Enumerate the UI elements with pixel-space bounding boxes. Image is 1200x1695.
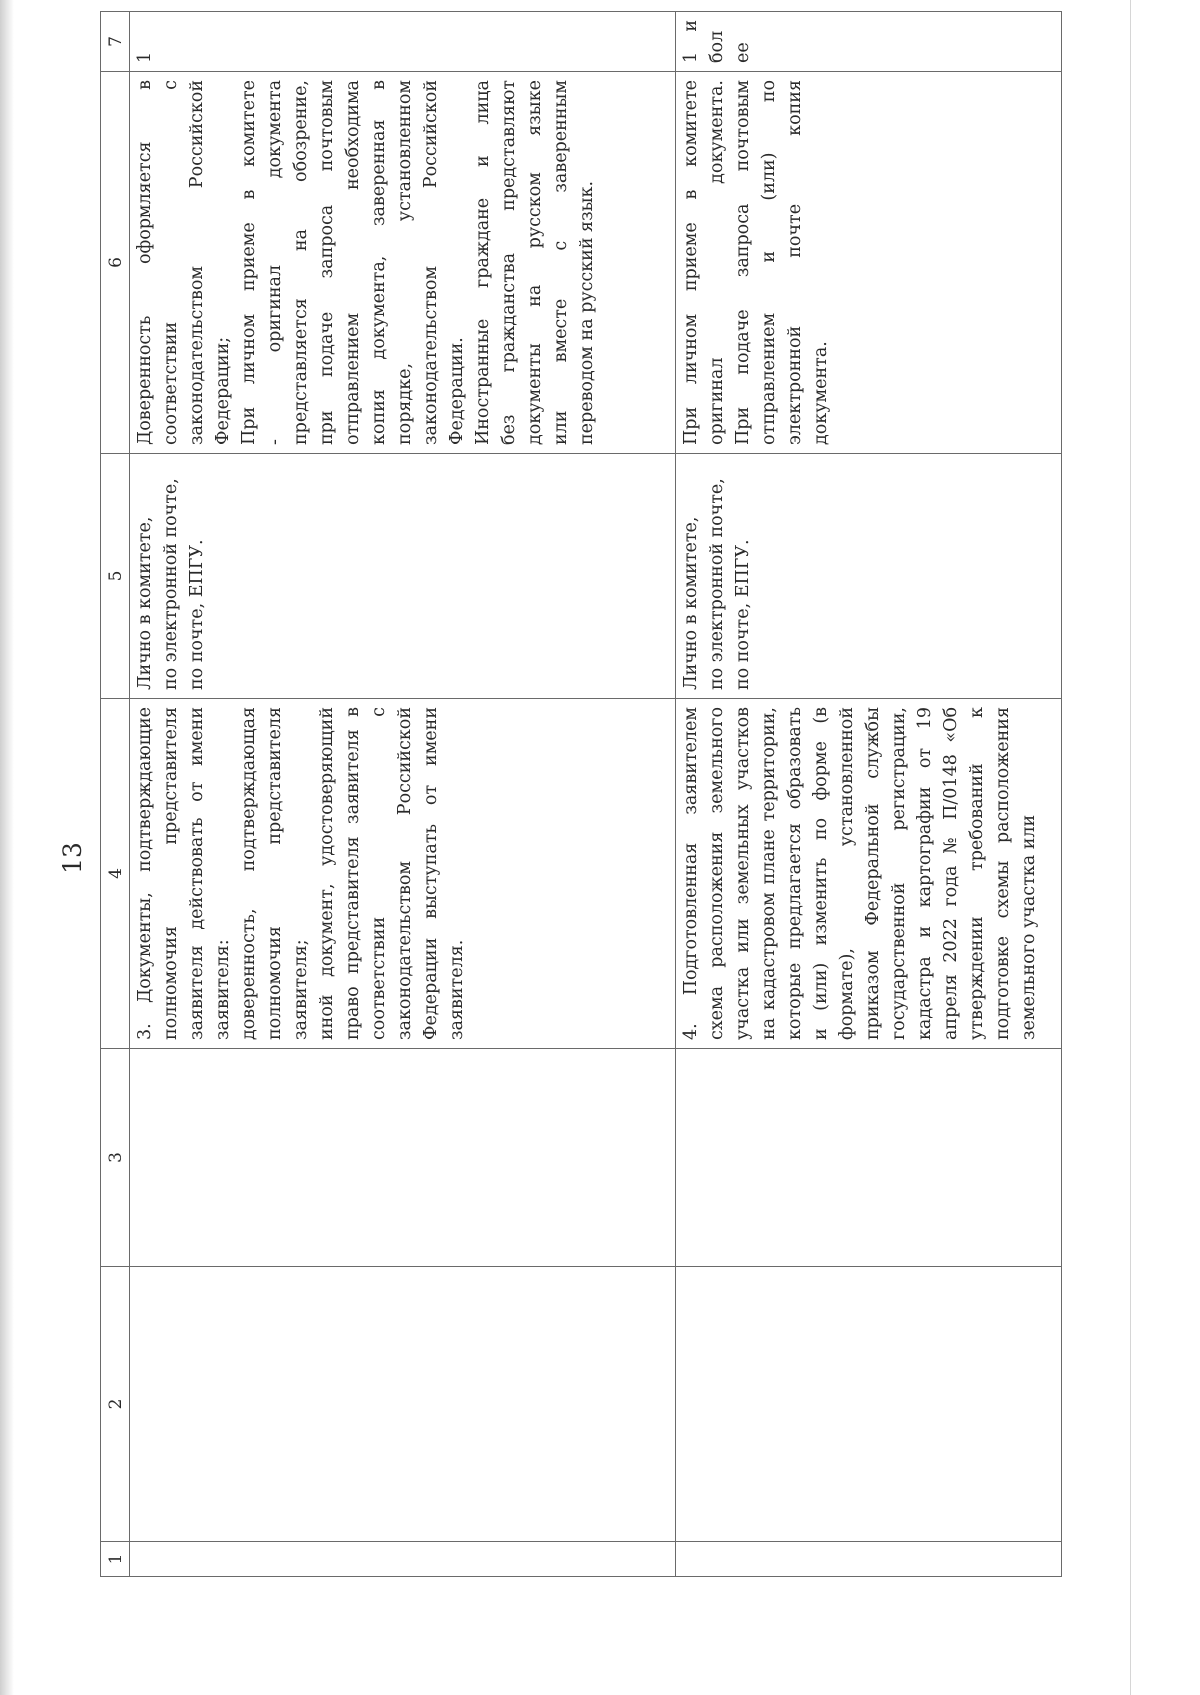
text-line: законодательством Российской (395, 707, 415, 1040)
table-row (676, 12, 1062, 1577)
table-cell (676, 72, 1062, 454)
text-line: При подаче запроса почтовым (733, 80, 753, 445)
page-number: 13 (58, 842, 87, 874)
text-line: заявителя действовать от имени (187, 707, 207, 1040)
column-header: 6 (101, 72, 130, 454)
table-cell (130, 1049, 676, 1267)
table-cell (676, 12, 1062, 72)
text-line: заявителя: (213, 939, 233, 1040)
text-line: приказом Федеральной службы (863, 707, 883, 1040)
table-cell (676, 1049, 1062, 1267)
text-line: Федерации. (447, 337, 467, 445)
text-line: по почте, ЕПГУ. (733, 539, 753, 690)
document-table (100, 11, 1062, 1577)
text-line: подготовке схемы расположения (993, 707, 1013, 1040)
text-line: оригинал документа. (707, 80, 727, 445)
text-line: документа. (811, 341, 831, 445)
table-row (130, 12, 676, 1577)
text-line: отправлением и (или) по (759, 80, 779, 445)
table-cell (676, 1267, 1062, 1542)
text-line: документы на русском языке (525, 80, 545, 445)
table-cell (130, 1267, 676, 1542)
text-line: по электронной почте, (161, 478, 181, 690)
text-line: без гражданства представляют (499, 80, 519, 445)
text-line: 3. Документы, подтверждающие (135, 707, 155, 1040)
table-cell (130, 454, 676, 699)
text-line: При личном приеме в комитете (239, 80, 259, 445)
text-line: - оригинал документа (265, 80, 285, 445)
text-line: отправлением необходима (343, 80, 363, 445)
text-line: Доверенность оформляется в (135, 80, 155, 445)
text-line: 4. Подготовленная заявителем (681, 707, 701, 1040)
text-line: формате), установленной (837, 707, 857, 1040)
text-line: участка или земельных участков (733, 707, 753, 1040)
column-header: 4 (101, 699, 130, 1049)
table-cell (676, 699, 1062, 1049)
text-line: соответствии с (161, 80, 181, 445)
text-line: бол (707, 30, 727, 63)
table-cell (130, 12, 676, 72)
text-line: переводом на русский язык. (577, 180, 597, 445)
text-line: 1 (135, 51, 155, 63)
text-line: схема расположения земельного (707, 707, 727, 1040)
text-line: кадастра и картографии от 19 (915, 707, 935, 1040)
column-header: 3 (101, 1049, 130, 1267)
text-line: При личном приеме в комитете (681, 80, 701, 445)
text-line: и (или) изменить по форме (в (811, 707, 831, 1040)
table-cell (130, 699, 676, 1049)
text-line: государственной регистрации, (889, 707, 909, 1040)
table-cell (130, 72, 676, 454)
text-line: апреля 2022 года № П/0148 «Об (941, 707, 961, 1040)
table-cell (676, 1542, 1062, 1577)
text-line: Федерации; (213, 336, 233, 445)
column-header: 7 (101, 12, 130, 72)
text-line: земельного участка или (1019, 814, 1039, 1040)
text-line: полномочия представителя (161, 707, 181, 1040)
text-line: Лично в комитете, (681, 516, 701, 690)
text-line: заявителя; (291, 939, 311, 1040)
column-header: 2 (101, 1267, 130, 1542)
text-line: электронной почте копия (785, 80, 805, 445)
text-line: по электронной почте, (707, 478, 727, 690)
text-line: утверждении требований к (967, 707, 987, 1040)
text-line: право представителя заявителя в (343, 707, 363, 1040)
table-cell (130, 1542, 676, 1577)
text-line: законодательством Российской (421, 80, 441, 445)
text-line: представляется на обозрение, (291, 80, 311, 445)
text-line: иной документ, удостоверяющий (317, 707, 337, 1040)
text-line: доверенность, подтверждающая (239, 707, 259, 1040)
text-line: законодательством Российской (187, 80, 207, 445)
text-line: порядке, установленном (395, 80, 415, 445)
text-line: ее (733, 42, 753, 63)
text-line: 1 и (681, 20, 701, 63)
text-line: при подаче запроса почтовым (317, 80, 337, 445)
text-line: копия документа, заверенная в (369, 80, 389, 445)
table-cell (676, 454, 1062, 699)
text-line: полномочия представителя (265, 707, 285, 1040)
text-line: Федерации выступать от имени (421, 707, 441, 1040)
table-header-row (101, 12, 130, 1577)
column-header: 1 (101, 1542, 130, 1577)
text-line: Иностранные граждане и лица (473, 80, 493, 445)
text-line: по почте, ЕПГУ. (187, 539, 207, 690)
text-line: или вместе с заверенным (551, 80, 571, 445)
text-line: заявителя. (447, 939, 467, 1040)
text-line: на кадастровом плане территории, (759, 707, 779, 1040)
text-line: соответствии с (369, 707, 389, 1040)
column-header: 5 (101, 454, 130, 699)
text-line: Лично в комитете, (135, 516, 155, 690)
text-line: которые предлагается образовать (785, 707, 805, 1040)
